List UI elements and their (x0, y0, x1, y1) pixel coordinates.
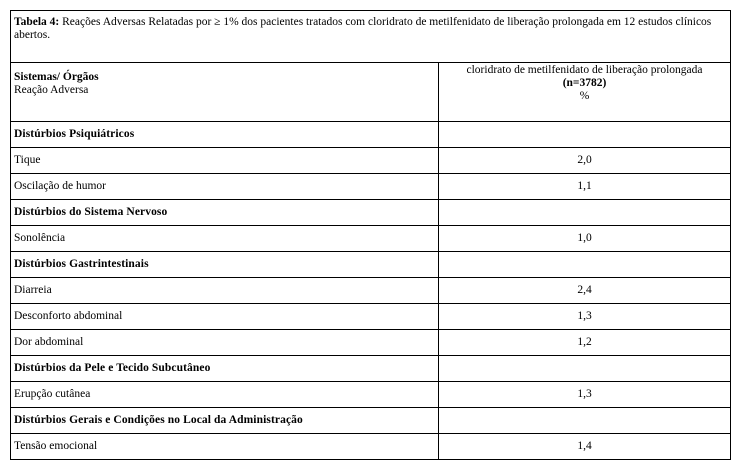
section-label: Distúrbios Gastrintestinais (11, 252, 439, 278)
table-caption-row (11, 11, 731, 63)
reaction-value: 1,4 (439, 434, 731, 460)
header-system-organ: Sistemas/ Órgãos (14, 71, 99, 83)
section-value (439, 252, 731, 278)
reaction-label: Erupção cutânea (11, 382, 439, 408)
section-value (439, 356, 731, 382)
header-sample-size: (n=3782) (562, 77, 607, 89)
reaction-label: Sonolência (11, 226, 439, 252)
reaction-value: 2,0 (439, 148, 731, 174)
adverse-reactions-table (10, 10, 731, 460)
table-row (11, 226, 731, 252)
section-row (11, 200, 731, 226)
section-row (11, 408, 731, 434)
caption-label: Tabela 4: (14, 16, 60, 28)
table-row (11, 304, 731, 330)
section-row (11, 122, 731, 148)
section-row (11, 252, 731, 278)
table-row (11, 434, 731, 460)
table-caption (11, 11, 731, 63)
reaction-value: 2,4 (439, 278, 731, 304)
reaction-value: 1,2 (439, 330, 731, 356)
adverse-reactions-table-container (10, 10, 730, 460)
reaction-label: Tensão emocional (11, 434, 439, 460)
table-header-row (11, 63, 731, 122)
reaction-label: Tique (11, 148, 439, 174)
reaction-label: Diarreia (11, 278, 439, 304)
reaction-value: 1,0 (439, 226, 731, 252)
section-row (11, 356, 731, 382)
section-value (439, 200, 731, 226)
section-label: Distúrbios Psiquiátricos (11, 122, 439, 148)
table-row (11, 148, 731, 174)
table-row (11, 174, 731, 200)
table-row (11, 382, 731, 408)
section-label: Distúrbios do Sistema Nervoso (11, 200, 439, 226)
header-drug-name: cloridrato de metilfenidato de liberação prolongada (466, 64, 703, 76)
caption-text: Reações Adversas Relatadas por ≥ 1% dos pacientes tratados com cloridrato de metilfenidato de liberação prolongada em 12 estudos clínicos abertos. (14, 16, 712, 41)
reaction-label: Desconforto abdominal (11, 304, 439, 330)
header-drug-cell (439, 63, 731, 122)
reaction-label: Oscilação de humor (11, 174, 439, 200)
header-system-organ-cell (11, 63, 439, 122)
section-label: Distúrbios da Pele e Tecido Subcutâneo (11, 356, 439, 382)
table-row (11, 278, 731, 304)
header-adverse-reaction: Reação Adversa (14, 84, 89, 96)
header-percent-unit: % (579, 90, 590, 102)
reaction-value: 1,3 (439, 304, 731, 330)
reaction-value: 1,1 (439, 174, 731, 200)
section-label: Distúrbios Gerais e Condições no Local da Administração (11, 408, 439, 434)
reaction-label: Dor abdominal (11, 330, 439, 356)
section-value (439, 122, 731, 148)
table-row (11, 330, 731, 356)
reaction-value: 1,3 (439, 382, 731, 408)
section-value (439, 408, 731, 434)
